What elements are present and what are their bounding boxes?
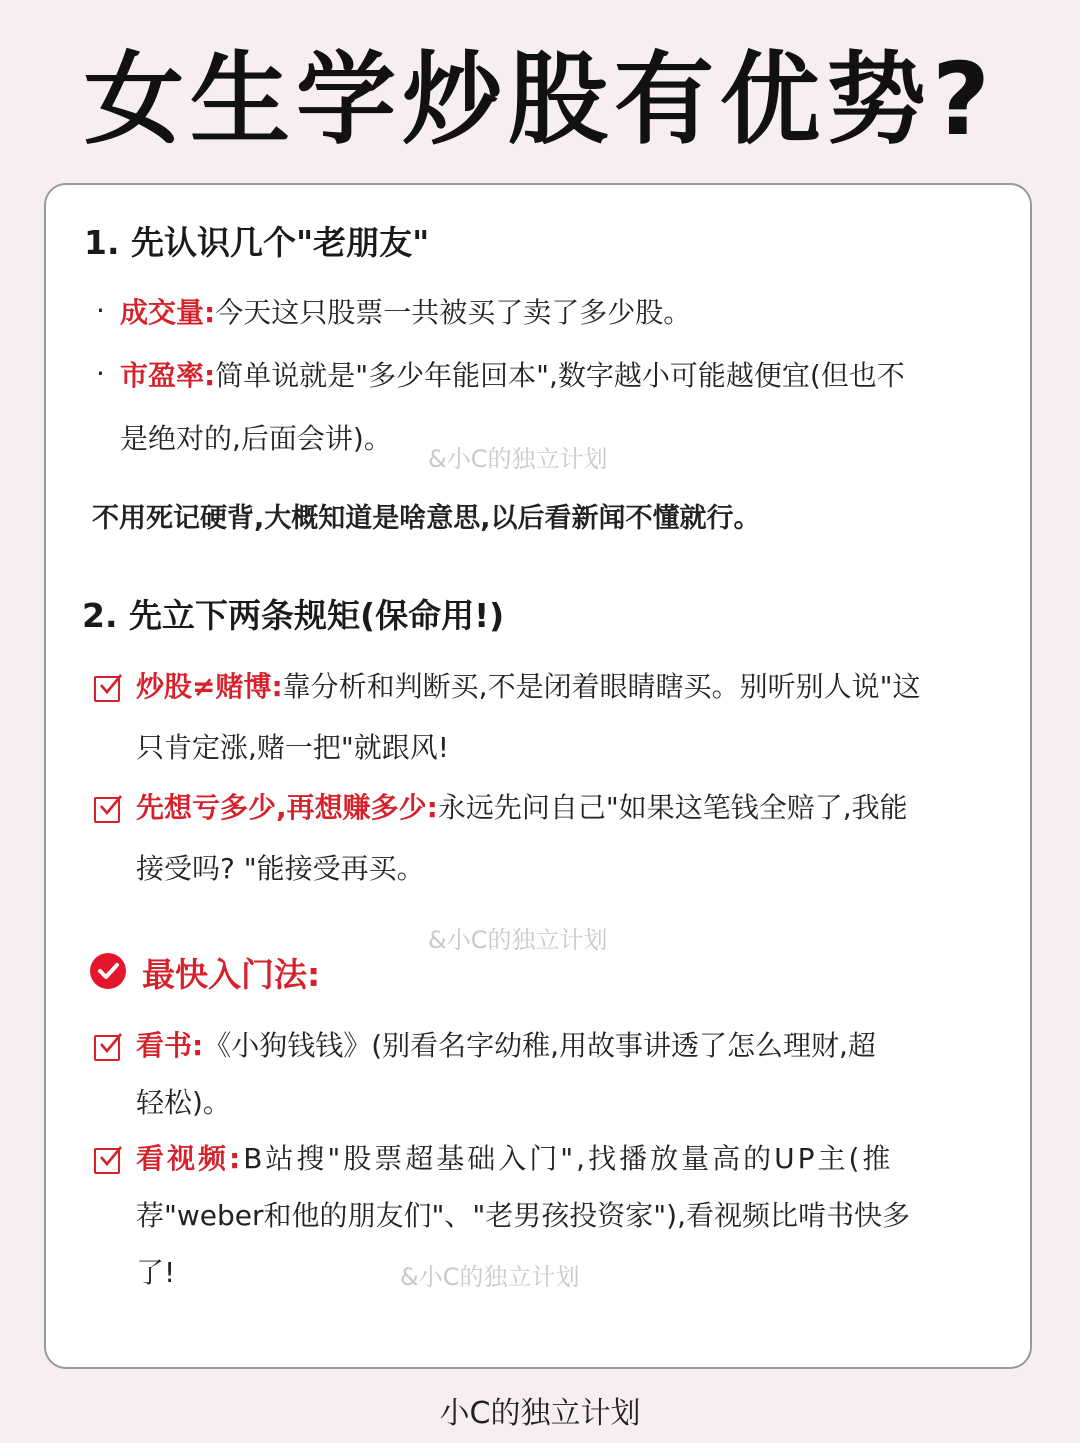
- term-pe: 市盈率:: [120, 359, 216, 392]
- watermark: &小C的独立计划: [400, 1263, 580, 1291]
- desc-no-gambling: 靠分析和判断买,不是闭着眼睛瞎买。别听别人说"这: [282, 670, 921, 703]
- desc-book: 《小狗钱钱》(别看名字幼稚,用故事讲透了怎么理财,超: [203, 1029, 876, 1062]
- bullet-icon: ·: [96, 357, 105, 390]
- list-item-volume: [120, 293, 691, 333]
- rule-no-gambling: [136, 667, 920, 707]
- term-video: 看视频:: [136, 1142, 244, 1175]
- desc-video-cont: 荐"weber和他的朋友们"、"老男孩投资家"),看视频比啃书快多: [136, 1199, 910, 1232]
- page-title: 女生学炒股有优势?: [83, 41, 996, 158]
- list-item-pe: [120, 356, 905, 396]
- rule-loss-first: [136, 788, 908, 828]
- section1-heading: 1. 先认识几个"老朋友": [84, 223, 430, 262]
- bullet-icon: ·: [96, 294, 105, 327]
- method-book: [136, 1026, 876, 1066]
- checkbox-icon: [94, 797, 120, 823]
- checkbox-icon: [94, 1035, 120, 1061]
- footer-signature: 小C的独立计划: [439, 1396, 641, 1431]
- term-volume: 成交量:: [120, 296, 216, 329]
- method-video: [136, 1139, 893, 1179]
- watermark: &小C的独立计划: [428, 445, 608, 473]
- section2-heading: 2. 先立下两条规矩(保命用!): [82, 596, 505, 635]
- desc-video-cont2: 了!: [136, 1256, 176, 1289]
- check-circle-icon: [90, 953, 126, 989]
- watermark: &小C的独立计划: [428, 926, 608, 954]
- term-no-gambling: 炒股≠赌博:: [136, 670, 283, 703]
- desc-book-cont: 轻松)。: [136, 1086, 231, 1119]
- term-book: 看书:: [136, 1029, 204, 1062]
- desc-pe: 简单说就是"多少年能回本",数字越小可能越便宜(但也不: [215, 359, 905, 392]
- section3-heading: 最快入门法:: [142, 955, 321, 994]
- desc-video: B站搜"股票超基础入门",找播放量高的UP主(推: [243, 1142, 894, 1175]
- section1-note: 不用死记硬背,大概知道是啥意思,以后看新闻不懂就行。: [92, 503, 761, 534]
- desc-no-gambling-cont: 只肯定涨,赌一把"就跟风!: [136, 731, 450, 764]
- desc-volume: 今天这只股票一共被买了卖了多少股。: [215, 296, 692, 329]
- term-loss-first: 先想亏多少,再想赚多少:: [136, 791, 438, 824]
- desc-pe-cont: 是绝对的,后面会讲)。: [120, 422, 392, 455]
- checkbox-icon: [94, 1148, 120, 1174]
- desc-loss-first: 永远先问自己"如果这笔钱全赔了,我能: [437, 791, 908, 824]
- content-card: [44, 183, 1032, 1369]
- checkbox-icon: [94, 676, 120, 702]
- desc-loss-first-cont: 接受吗? "能接受再买。: [136, 852, 425, 885]
